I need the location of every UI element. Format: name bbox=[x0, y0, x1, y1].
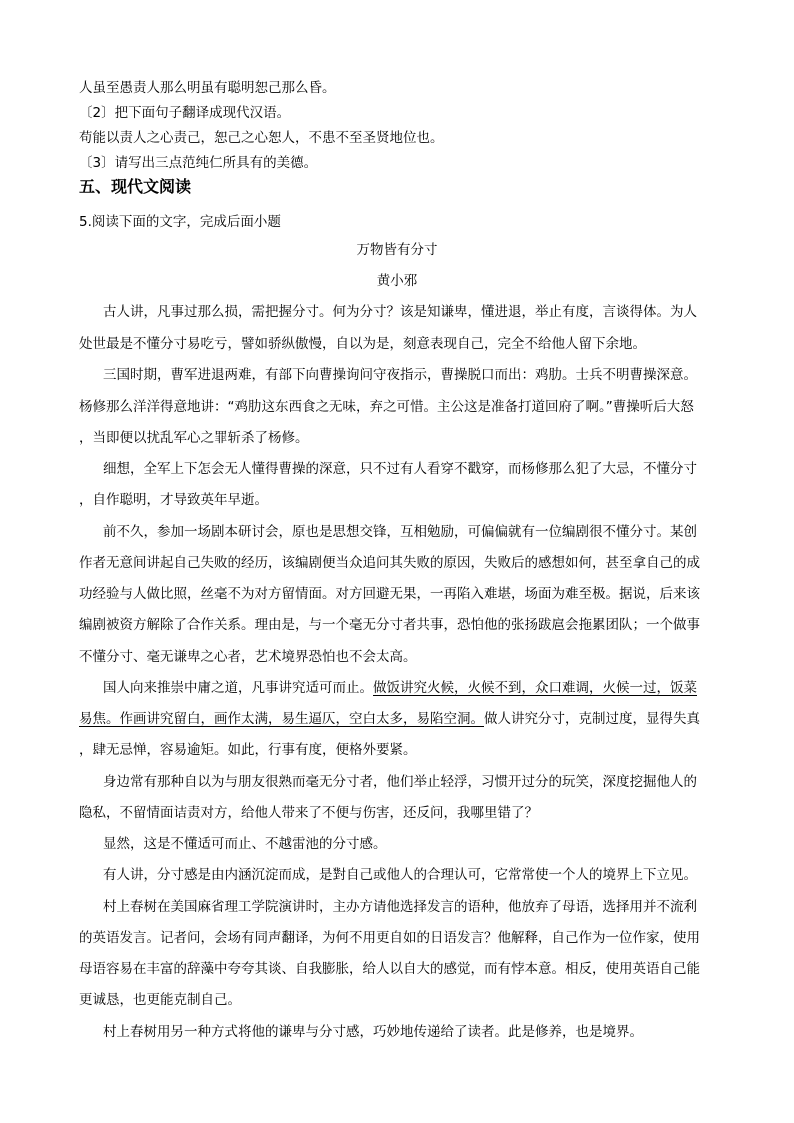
paragraph-line: ，肆无忌惮，容易逾矩。如此，行事有度，便格外要紧。 bbox=[79, 742, 417, 758]
paragraph-line: 处世最是不懂分寸易吃亏，譬如骄纵傲慢，自以为是，刻意表现自己，完全不给他人留下余地。 bbox=[79, 336, 646, 352]
paragraph-line: ，自作聪明，才导致英年早逝。 bbox=[79, 492, 268, 508]
plain-text: 做人讲究分寸，克制过度，显得失真 bbox=[484, 711, 700, 727]
paragraph-line: 村上春树在美国麻省理工学院演讲时，主办方请他选择发言的语种，他放弃了母语，选择用并不流利 bbox=[103, 899, 697, 915]
paragraph-line: 古人讲，凡事过那么损，需把握分寸。何为分寸？该是知谦卑，懂进退，举止有度，言谈得体。为人 bbox=[103, 304, 697, 320]
paragraph-line: 前不久，参加一场剧本研讨会，原也是思想交锋，互相勉励，可偏偏就有一位编剧很不懂分寸。某创 bbox=[103, 524, 697, 540]
paragraph-line: 的英语发言。记者问，会场有同声翻译，为何不用更自如的日语发言？他解释，自己作为一位作家，使用 bbox=[79, 930, 700, 946]
paragraph-line: 显然，这是不懂适可而止、不越雷池的分寸感。 bbox=[103, 836, 387, 852]
article-title: 万物皆有分寸 bbox=[356, 242, 438, 258]
paragraph-line: 村上春树用另一种方式将他的谦卑与分寸感，巧妙地传递给了读者。此是修养，也是境界。 bbox=[103, 1024, 643, 1040]
paragraph-line: 作者无意间讲起自己失败的经历，该编剧便当众追问其失败的原因，失败后的感想如何，甚至拿自己的成 bbox=[79, 555, 700, 571]
paragraph-line: 功经验与人做比照，丝毫不为对方留情面。对方回避无果，一再陷入难堪，场面为难至极。据说，后来该 bbox=[79, 586, 700, 602]
paragraph-line: 隐私，不留情面诘责对方，给他人带来了不便与伤害，还反问，我哪里错了？ bbox=[79, 805, 538, 821]
paragraph-line: 细想，全军上下怎会无人懂得曹操的深意，只不过有人看穿不戳穿，而杨修那么犯了大忌，不懂分寸 bbox=[103, 461, 697, 477]
paragraph-line: 有人讲，分寸感是由内涵沉淀而成，是對自己或他人的合理认可，它常常使一个人的境界上下立见。 bbox=[103, 867, 697, 883]
section-heading: 五、现代文阅读 bbox=[79, 177, 192, 196]
text-line: 苟能以责人之心责己，恕己之心恕人，不患不至圣贤地位也。 bbox=[79, 130, 444, 146]
paragraph-line: 不懂分寸、毫无谦卑之心者，艺术境界恐怕也不会太高。 bbox=[79, 649, 417, 665]
question-3-prompt: 〔3〕请写出三点范纯仁所具有的美德。 bbox=[79, 155, 318, 171]
paragraph-line bbox=[103, 679, 697, 697]
paragraph-line: 杨修那么洋洋得意地讲：“鸡肋这东西食之无味，弃之可惜。主公这是准备打道回府了啊。”曹操听后大怒 bbox=[79, 399, 694, 415]
paragraph-line: 身边常有那种自以为与朋友很熟而毫无分寸者，他们举止轻浮，习惯开过分的玩笑，深度挖掘他人的 bbox=[103, 774, 697, 790]
article-author: 黄小邪 bbox=[376, 273, 418, 289]
text-line: 人虽至愚责人那么明虽有聪明恕己那么昏。 bbox=[79, 80, 336, 96]
paragraph-line: ，当即便以扰乱军心之罪斩杀了杨修。 bbox=[79, 430, 309, 446]
question-2-prompt: 〔2〕把下面句子翻译成现代汉语。 bbox=[79, 105, 291, 121]
plain-text: 国人向来推崇中庸之道，凡事讲究适可而止。 bbox=[103, 680, 373, 696]
underlined-sentence: 易焦。作画讲究留白，画作太满，易生逼仄，空白太多，易陷空洞。 bbox=[79, 711, 484, 727]
paragraph-line: 更诚恳，也更能克制自己。 bbox=[79, 992, 241, 1008]
paragraph-line: 编剧被资方解除了合作关系。理由是，与一个毫无分寸者共事，恐怕他的张扬跋扈会拖累团队；一个做事 bbox=[79, 617, 700, 633]
paragraph-line bbox=[79, 710, 700, 728]
paragraph-line: 三国时期，曹军进退两难，有部下向曹操询问守夜指示，曹操脱口而出：鸡肋。士兵不明曹操深意。 bbox=[103, 367, 697, 383]
question-intro: 5.阅读下面的文字，完成后面小题 bbox=[79, 214, 281, 230]
underlined-sentence: 做饭讲究火候，火候不到，众口难调，火候一过，饭菜 bbox=[373, 680, 697, 696]
paragraph-line: 母语容易在丰富的辞藻中夸夸其谈、自我膨胀，给人以自大的感觉，而有悖本意。相反，使用英语自己能 bbox=[79, 961, 700, 977]
